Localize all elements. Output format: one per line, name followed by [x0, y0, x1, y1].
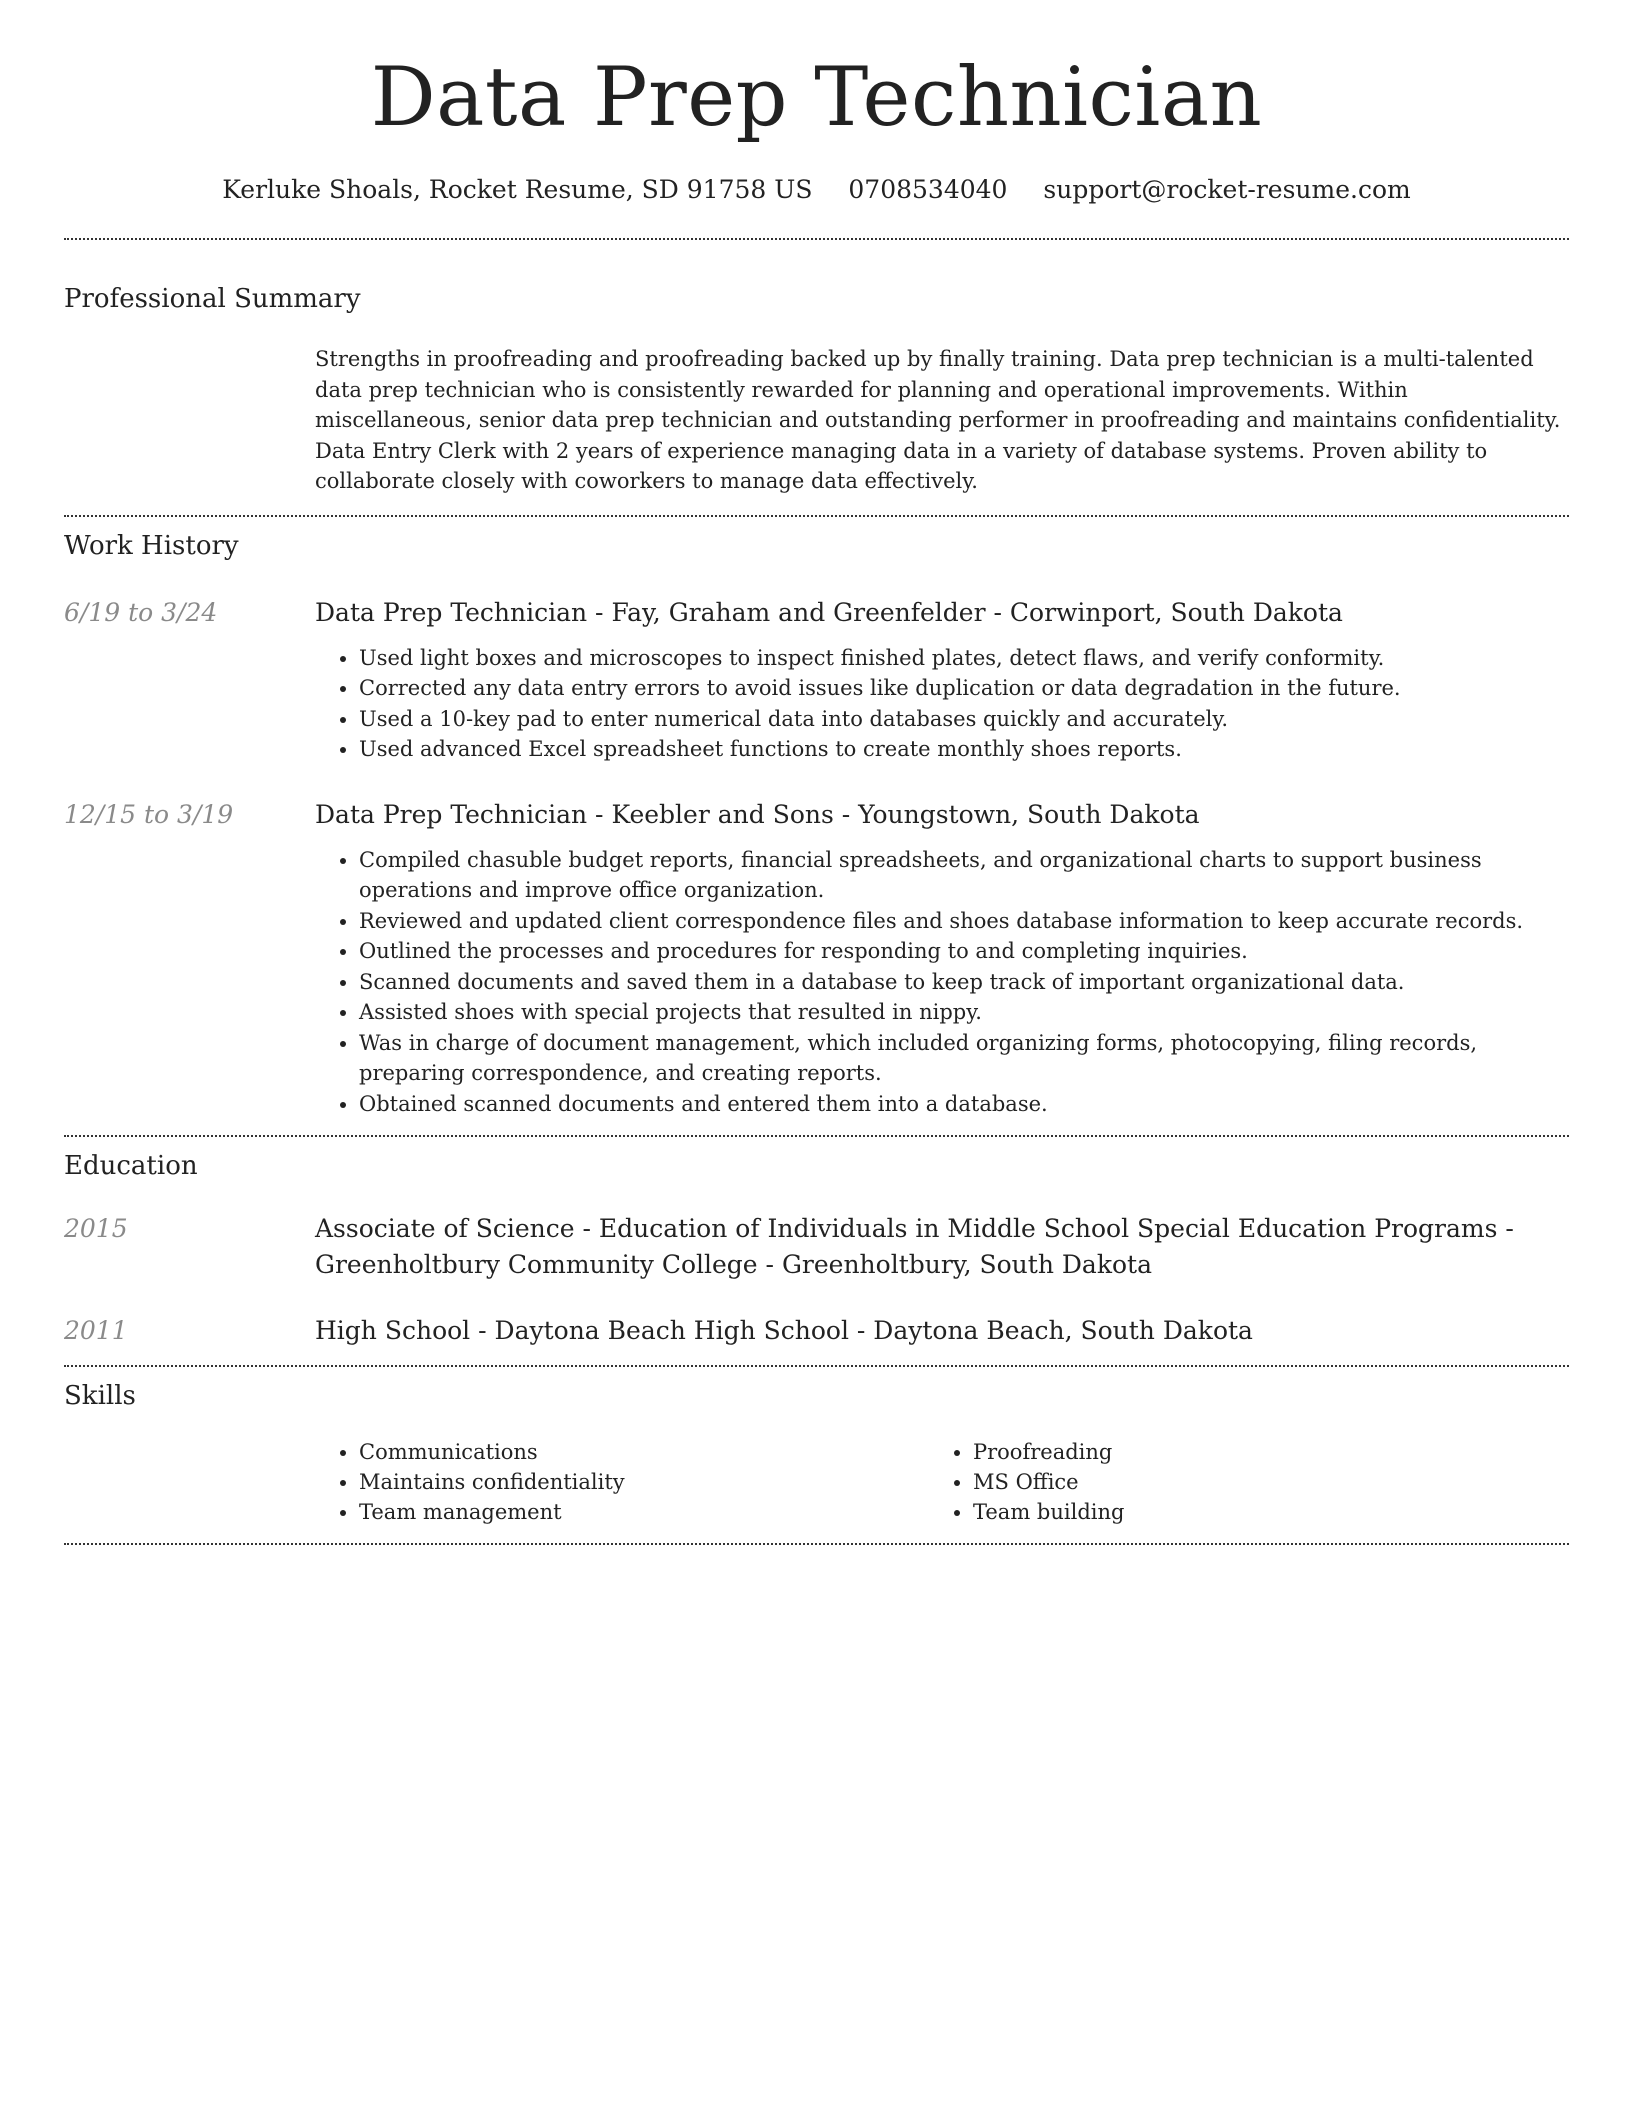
job-bullet: • Used a 10-key pad to enter numerical data into databases quickly and accurately.	[359, 704, 1569, 735]
resume-page	[64, 0, 1569, 1545]
skills-divider	[64, 1543, 1569, 1545]
education-entry	[64, 1313, 1569, 1349]
skill-item: • Team building	[973, 1497, 1543, 1527]
job-bullet: • Used light boxes and microscopes to inspect finished plates, detect flaws, and verify conformity.	[359, 643, 1569, 674]
education-divider	[64, 1365, 1569, 1367]
education-degree: High School	[315, 1316, 471, 1346]
work-divider	[64, 1135, 1569, 1137]
skills-section-title: Skills	[64, 1381, 136, 1412]
education-body	[315, 1211, 1569, 1283]
job-employer: - Fay, Graham and Greenfelder - Corwinport, South Dakota	[587, 597, 1343, 627]
job-bullet: • Used advanced Excel spreadsheet functions to create monthly shoes reports.	[359, 734, 1569, 765]
resume-name: Data Prep Technician	[370, 51, 1263, 145]
job-bullet: • Reviewed and updated client correspondence files and shoes database information to keep accurate records.	[359, 906, 1569, 937]
job-title: Data Prep Technician	[315, 799, 588, 829]
contact-email: support@rocket-resume.com	[1043, 175, 1411, 205]
education-school: - Greenholtbury Community College - Greenholtbury, South Dakota	[315, 1214, 1514, 1280]
contact-phone: 0708534040	[848, 175, 1008, 205]
summary-section-title: Professional Summary	[64, 284, 361, 315]
skills-grid	[315, 1437, 1569, 1527]
job-dates: 12/15 to 3/19	[64, 799, 234, 829]
education-heading	[315, 1211, 1569, 1283]
education-entry	[64, 1211, 1569, 1283]
job-bullet: • Compiled chasuble budget reports, financial spreadsheets, and organizational charts to support business operations and improve office organization.	[359, 845, 1569, 906]
education-year: 2015	[64, 1214, 128, 1244]
job-employer: - Keebler and Sons - Youngstown, South Dakota	[587, 799, 1200, 829]
job-body	[315, 595, 1569, 765]
job-bullets	[315, 845, 1569, 1120]
skill-item: • Proofreading	[973, 1437, 1543, 1467]
job-bullet: • Assisted shoes with special projects that resulted in nippy.	[359, 997, 1569, 1028]
education-school: - Daytona Beach High School - Daytona Beach, South Dakota	[470, 1316, 1253, 1346]
education-body	[315, 1313, 1569, 1349]
job-bullet: • Corrected any data entry errors to avoid issues like duplication or data degradation in the future.	[359, 673, 1569, 704]
skill-item: • Maintains confidentiality	[359, 1467, 929, 1497]
job-heading	[315, 595, 1569, 631]
contact-line	[64, 175, 1569, 204]
summary-text: Strengths in proofreading and proofreading backed up by finally training. Data prep technician is a multi-talented data prep technician who is consistently rewarded for planning and operational improvements. Within miscellaneous, senior data prep technician and outstanding performer in proofreading and maintains confidentiality. Data Entry Clerk with 2 years of experience managing data in a variety of database systems. Proven ability to collaborate closely with coworkers to manage data effectively.	[315, 347, 1561, 494]
job-title: Data Prep Technician	[315, 597, 588, 627]
job-bullet: • Scanned documents and saved them in a database to keep track of important organizational data.	[359, 967, 1569, 998]
skill-item: • Communications	[359, 1437, 929, 1467]
job-heading	[315, 797, 1569, 833]
job-bullet: • Outlined the processes and procedures for responding to and completing inquiries.	[359, 936, 1569, 967]
job-body	[315, 797, 1569, 1120]
education-year: 2011	[64, 1316, 128, 1346]
summary-divider	[64, 515, 1569, 517]
education-degree: Associate of Science - Education of Individuals in Middle School Special Education Programs	[315, 1214, 1498, 1244]
skill-item: • Team management	[359, 1497, 929, 1527]
job-entry	[64, 595, 1569, 765]
skills-list-left	[315, 1437, 929, 1527]
job-dates: 6/19 to 3/24	[64, 597, 218, 627]
job-bullet: • Was in charge of document management, which included organizing forms, photocopying, filing records, preparing correspondence, and creating reports.	[359, 1028, 1569, 1089]
education-heading	[315, 1313, 1569, 1349]
job-bullet: • Obtained scanned documents and entered them into a database.	[359, 1089, 1569, 1120]
contact-address: Kerluke Shoals, Rocket Resume, SD 91758 US	[222, 175, 813, 205]
skills-list-right	[929, 1437, 1543, 1527]
work-history-section-title: Work History	[64, 530, 239, 561]
job-entry	[64, 797, 1569, 1120]
header-divider	[64, 238, 1569, 240]
job-bullets	[315, 643, 1569, 765]
skill-item: • MS Office	[973, 1467, 1543, 1497]
education-section-title: Education	[64, 1151, 198, 1182]
